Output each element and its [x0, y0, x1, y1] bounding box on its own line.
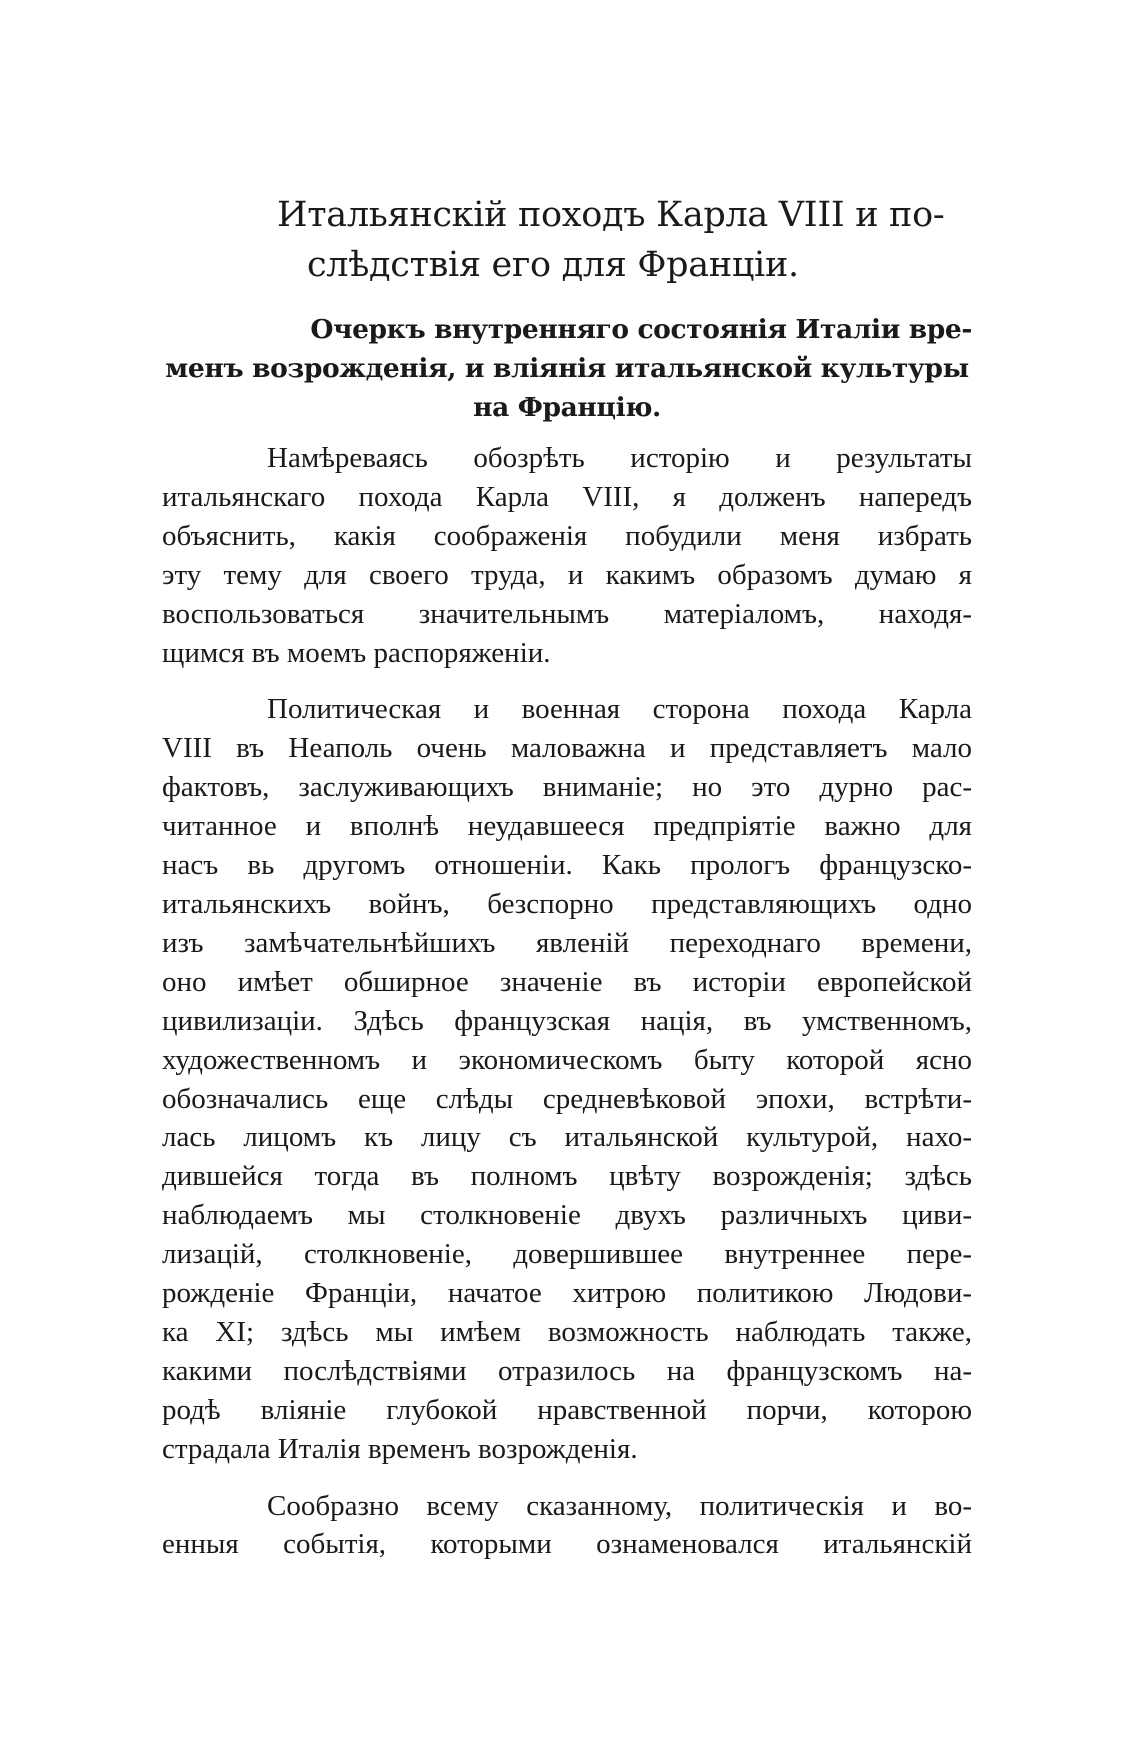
paragraph-line: итальянскихъ войнъ, безспорно представляющихъ одно	[162, 887, 972, 920]
paragraph-line: Политическая и военная сторона похода Карла	[267, 693, 972, 726]
paragraph-line: художественномъ и экономическомъ быту которой ясно	[162, 1043, 972, 1076]
paragraph-line: читанное и вполнѣ неудавшееся предпріятіе важно для	[162, 810, 972, 843]
section-subtitle-line-3: на Францію.	[473, 392, 661, 423]
paragraph-line: изъ замѣчательнѣйшихъ явленій переходнаго времени,	[162, 926, 972, 959]
paragraph-line: енныя событія, которыми ознаменовался итальянскій	[162, 1528, 972, 1561]
paragraph-line: обозначались еще слѣды средневѣковой эпохи, встрѣти-	[162, 1082, 972, 1115]
paragraph-line: ка XI; здѣсь мы имѣем возможность наблюдать также,	[162, 1315, 972, 1348]
section-subtitle-line-1: Очеркъ внутренняго состоянія Италіи вре-	[310, 314, 972, 345]
paragraph-line: родѣ вліяніе глубокой нравственной порчи, которою	[162, 1393, 972, 1426]
paragraph-line: страдала Италія временъ возрожденія.	[162, 1432, 638, 1465]
paragraph-line: какими послѣдствіями отразилось на французскомъ на-	[162, 1354, 972, 1387]
paragraph-line: насъ вь другомъ отношеніи. Какь прологъ французско-	[162, 849, 972, 882]
paragraph-line: Сообразно всему сказанному, политическія и во-	[267, 1489, 972, 1522]
paragraph-line: цивилизаціи. Здѣсь французская нація, въ умственномъ,	[162, 1004, 972, 1037]
paragraph-line: фактовъ, заслуживающихъ вниманіе; но это дурно рас-	[162, 771, 972, 804]
section-subtitle	[162, 310, 972, 427]
paragraph-line: объяснить, какія соображенія побудили меня избрать	[162, 519, 972, 552]
paragraph-2	[162, 690, 972, 1468]
paragraph-line: дившейся тогда въ полномъ цвѣту возрожденія; здѣсь	[162, 1160, 972, 1193]
paragraph-line: VIII въ Неаполь очень маловажна и представляетъ мало	[162, 732, 972, 765]
paragraph-line: воспользоваться значительнымъ матеріаломъ, находя-	[162, 597, 972, 630]
paragraph-line: лизацій, столкновеніе, довершившее внутреннее пере-	[162, 1238, 972, 1271]
paragraph-line: итальянскаго похода Карла VIII, я долженъ напередъ	[162, 480, 972, 513]
section-subtitle-line-2: менъ возрожденія, и вліянія итальянской культуры	[165, 353, 969, 384]
paragraph-1	[162, 439, 972, 672]
paragraph-3	[162, 1487, 972, 1565]
paragraph-line: Намѣреваясь обозрѣть исторію и результаты	[267, 442, 972, 474]
paragraph-line: оно имѣет обширное значеніе въ исторіи европейской	[162, 965, 972, 998]
chapter-title-line-1: Итальянскій походъ Карла VIII и по-	[277, 195, 945, 235]
paragraph-line: щимся въ моемъ распоряженіи.	[162, 636, 551, 669]
chapter-title	[277, 190, 972, 290]
paragraph-line: лась лицомъ къ лицу съ итальянской культурой, нахо-	[162, 1121, 972, 1154]
paragraph-line: рожденіе Франціи, начатое хитрою политикою Людови-	[162, 1277, 972, 1310]
chapter-title-line-2: слѣдствія его для Франціи.	[307, 245, 799, 285]
paragraph-line: наблюдаемъ мы столкновеніе двухъ различныхъ циви-	[162, 1199, 972, 1232]
book-page	[162, 190, 972, 1582]
body-text	[162, 439, 972, 1564]
paragraph-line: эту тему для своего труда, и какимъ образомъ думаю я	[162, 558, 972, 591]
